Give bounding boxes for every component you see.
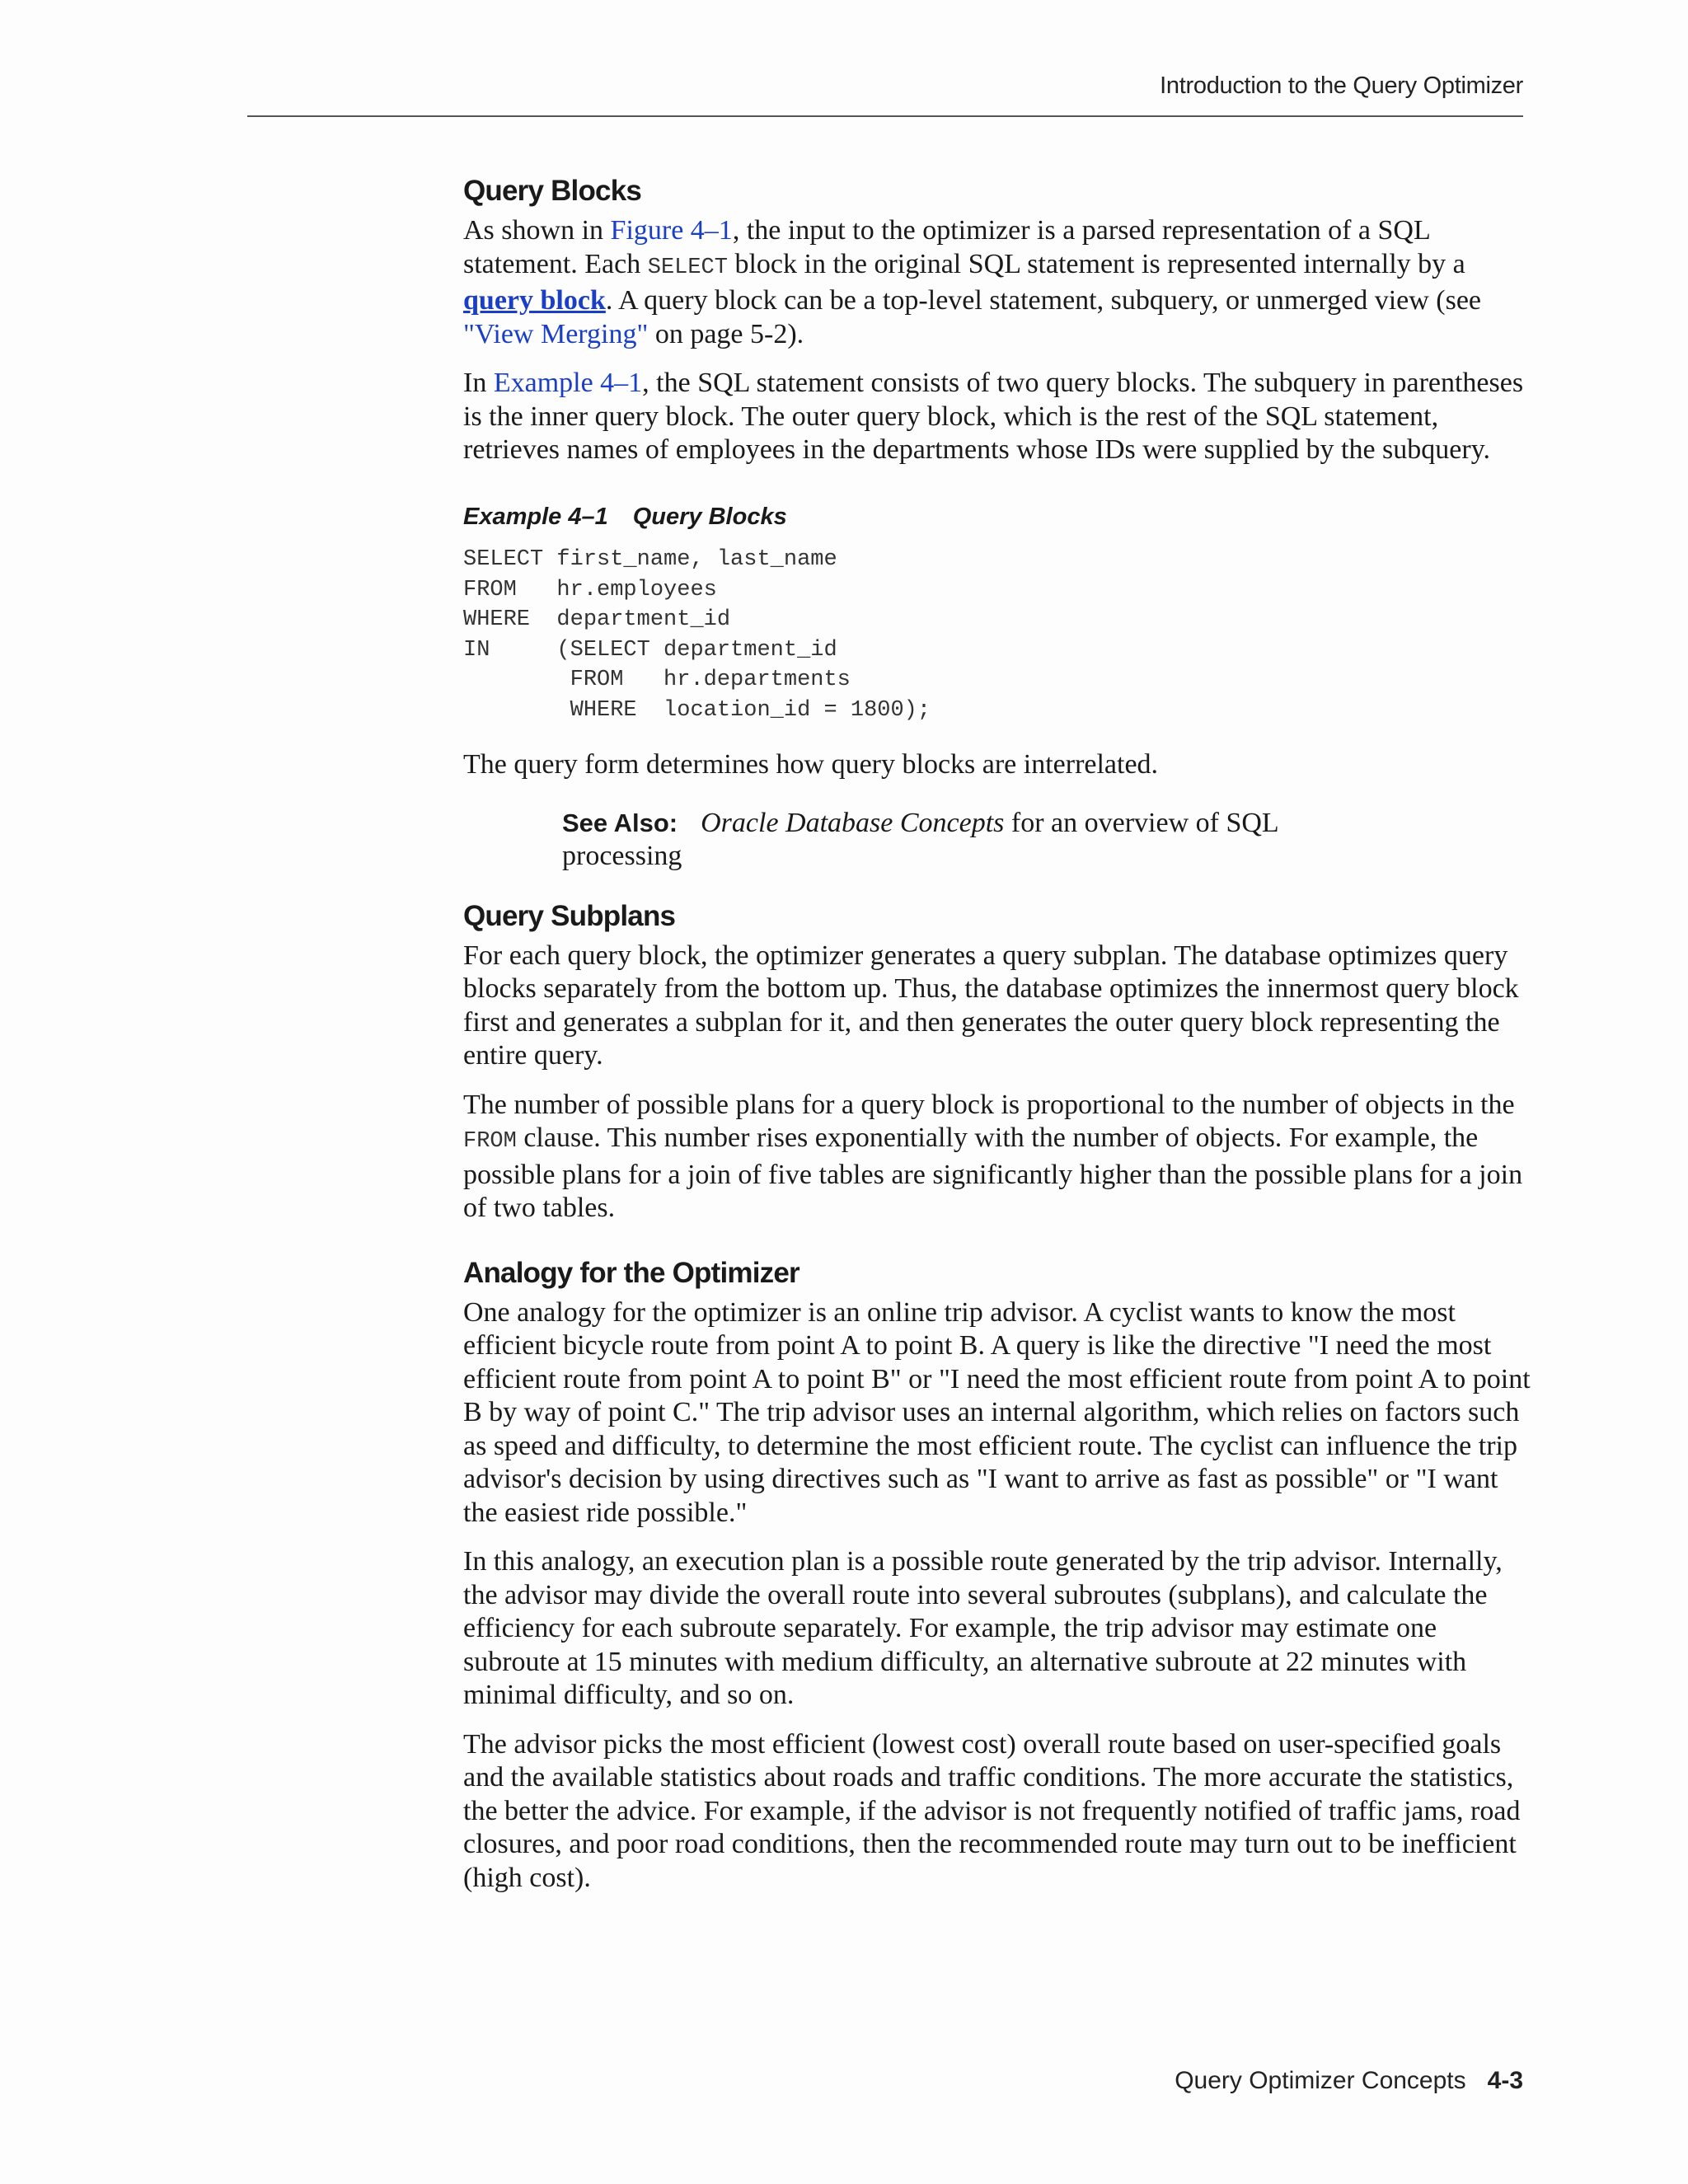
header-rule bbox=[247, 115, 1523, 117]
running-header: Introduction to the Query Optimizer bbox=[1160, 73, 1523, 99]
paragraph: One analogy for the optimizer is an online trip advisor. A cyclist wants to know the most efficient bicycle route from point A to point B. A query is like the directive "I need the most efficient route from point A to point B" or "I need the most efficient route from point A to point B by way of point C." The trip advisor uses an internal algorithm, which relies on factors such as speed and difficulty, to determine the most efficient route. The cyclist can influence the trip advisor's decision by using directives such as "I want to arrive as fast as possible" or "I want the easiest ride possible." bbox=[463, 1296, 1531, 1528]
text: block in the original SQL statement is represented internally by a bbox=[727, 248, 1465, 279]
see-also-text: for an overview of SQL processing bbox=[562, 807, 1278, 871]
paragraph: In this analogy, an execution plan is a possible route generated by the trip advisor. Internally, the advisor may divide the overall route into several subroutes (subplans), and calculate the efficiency for each subroute separately. For example, the trip advisor may estimate one subroute at 15 minutes with medium difficulty, an alternative subroute at 22 minutes with minimal difficulty, and so on. bbox=[463, 1546, 1503, 1710]
heading-query-blocks: Query Blocks bbox=[463, 175, 642, 207]
footer-book-title: Query Optimizer Concepts bbox=[1175, 2067, 1466, 2094]
text: clause. This number rises exponentially with the number of objects. For example, the possible plans for a join of five tables are significantly higher than the possible plans for a join of two tables. bbox=[463, 1122, 1523, 1223]
text: In bbox=[463, 368, 494, 398]
glossary-term-link[interactable]: query block bbox=[463, 285, 606, 316]
inline-code: FROM bbox=[463, 1129, 517, 1154]
page-content bbox=[463, 173, 1535, 1910]
paragraph: For each query block, the optimizer generates a query subplan. The database optimizes query blocks separately from the bottom up. Thus, the database optimizes the innermost query block first and generates a subplan for it, and then generates the outer query block representing the entire query. bbox=[463, 940, 1519, 1071]
example-link[interactable]: Example 4–1 bbox=[493, 368, 643, 398]
paragraph: The advisor picks the most efficient (lowest cost) overall route based on user-specified goals and the available statistics about roads and traffic conditions. The more accurate the statistics, the better the advice. For example, if the advisor is not frequently notified of traffic jams, road closures, and poor road conditions, then the recommended route may turn out to be inefficient (high cost). bbox=[463, 1728, 1521, 1893]
text: , the input to the optimizer is a parsed representation of a SQL statement. Each bbox=[463, 215, 1430, 279]
example-number: Example 4–1 bbox=[463, 503, 608, 530]
paragraph: The query form determines how query blocks are interrelated. bbox=[463, 749, 1159, 780]
inline-code: SELECT bbox=[647, 255, 728, 280]
paragraph bbox=[463, 367, 1535, 467]
example-title bbox=[463, 500, 1535, 534]
heading-analogy: Analogy for the Optimizer bbox=[463, 1256, 799, 1289]
paragraph bbox=[463, 1089, 1535, 1226]
text: on page 5-2). bbox=[648, 318, 804, 349]
text: As shown in bbox=[463, 215, 611, 246]
text: . A query block can be a top-level statement, subquery, or unmerged view (see bbox=[605, 285, 1482, 316]
text: The number of possible plans for a query block is proportional to the number of objects in the bbox=[463, 1089, 1515, 1120]
heading-query-subplans: Query Subplans bbox=[463, 899, 676, 932]
paragraph bbox=[463, 214, 1535, 351]
figure-link[interactable]: Figure 4–1 bbox=[610, 215, 733, 246]
view-merging-link[interactable]: "View Merging" bbox=[463, 318, 649, 349]
text: , the SQL statement consists of two query blocks. The subquery in parentheses is the inner query block. The outer query block, which is the rest of the SQL statement, retrieves names of employees in the departments whose IDs were supplied by the subquery. bbox=[463, 368, 1524, 465]
page-number: 4-3 bbox=[1487, 2067, 1523, 2094]
code-block: SELECT first_name, last_name FROM hr.employees WHERE department_id IN (SELECT department_id FROM hr.departments WHERE location_id = 1800); bbox=[463, 547, 931, 723]
book-title-link[interactable]: Oracle Database Concepts bbox=[701, 807, 1005, 838]
example-caption: Query Blocks bbox=[632, 503, 787, 530]
see-also-note bbox=[562, 807, 1320, 874]
see-also-label: See Also: bbox=[562, 808, 678, 837]
running-footer bbox=[1175, 2067, 1523, 2095]
